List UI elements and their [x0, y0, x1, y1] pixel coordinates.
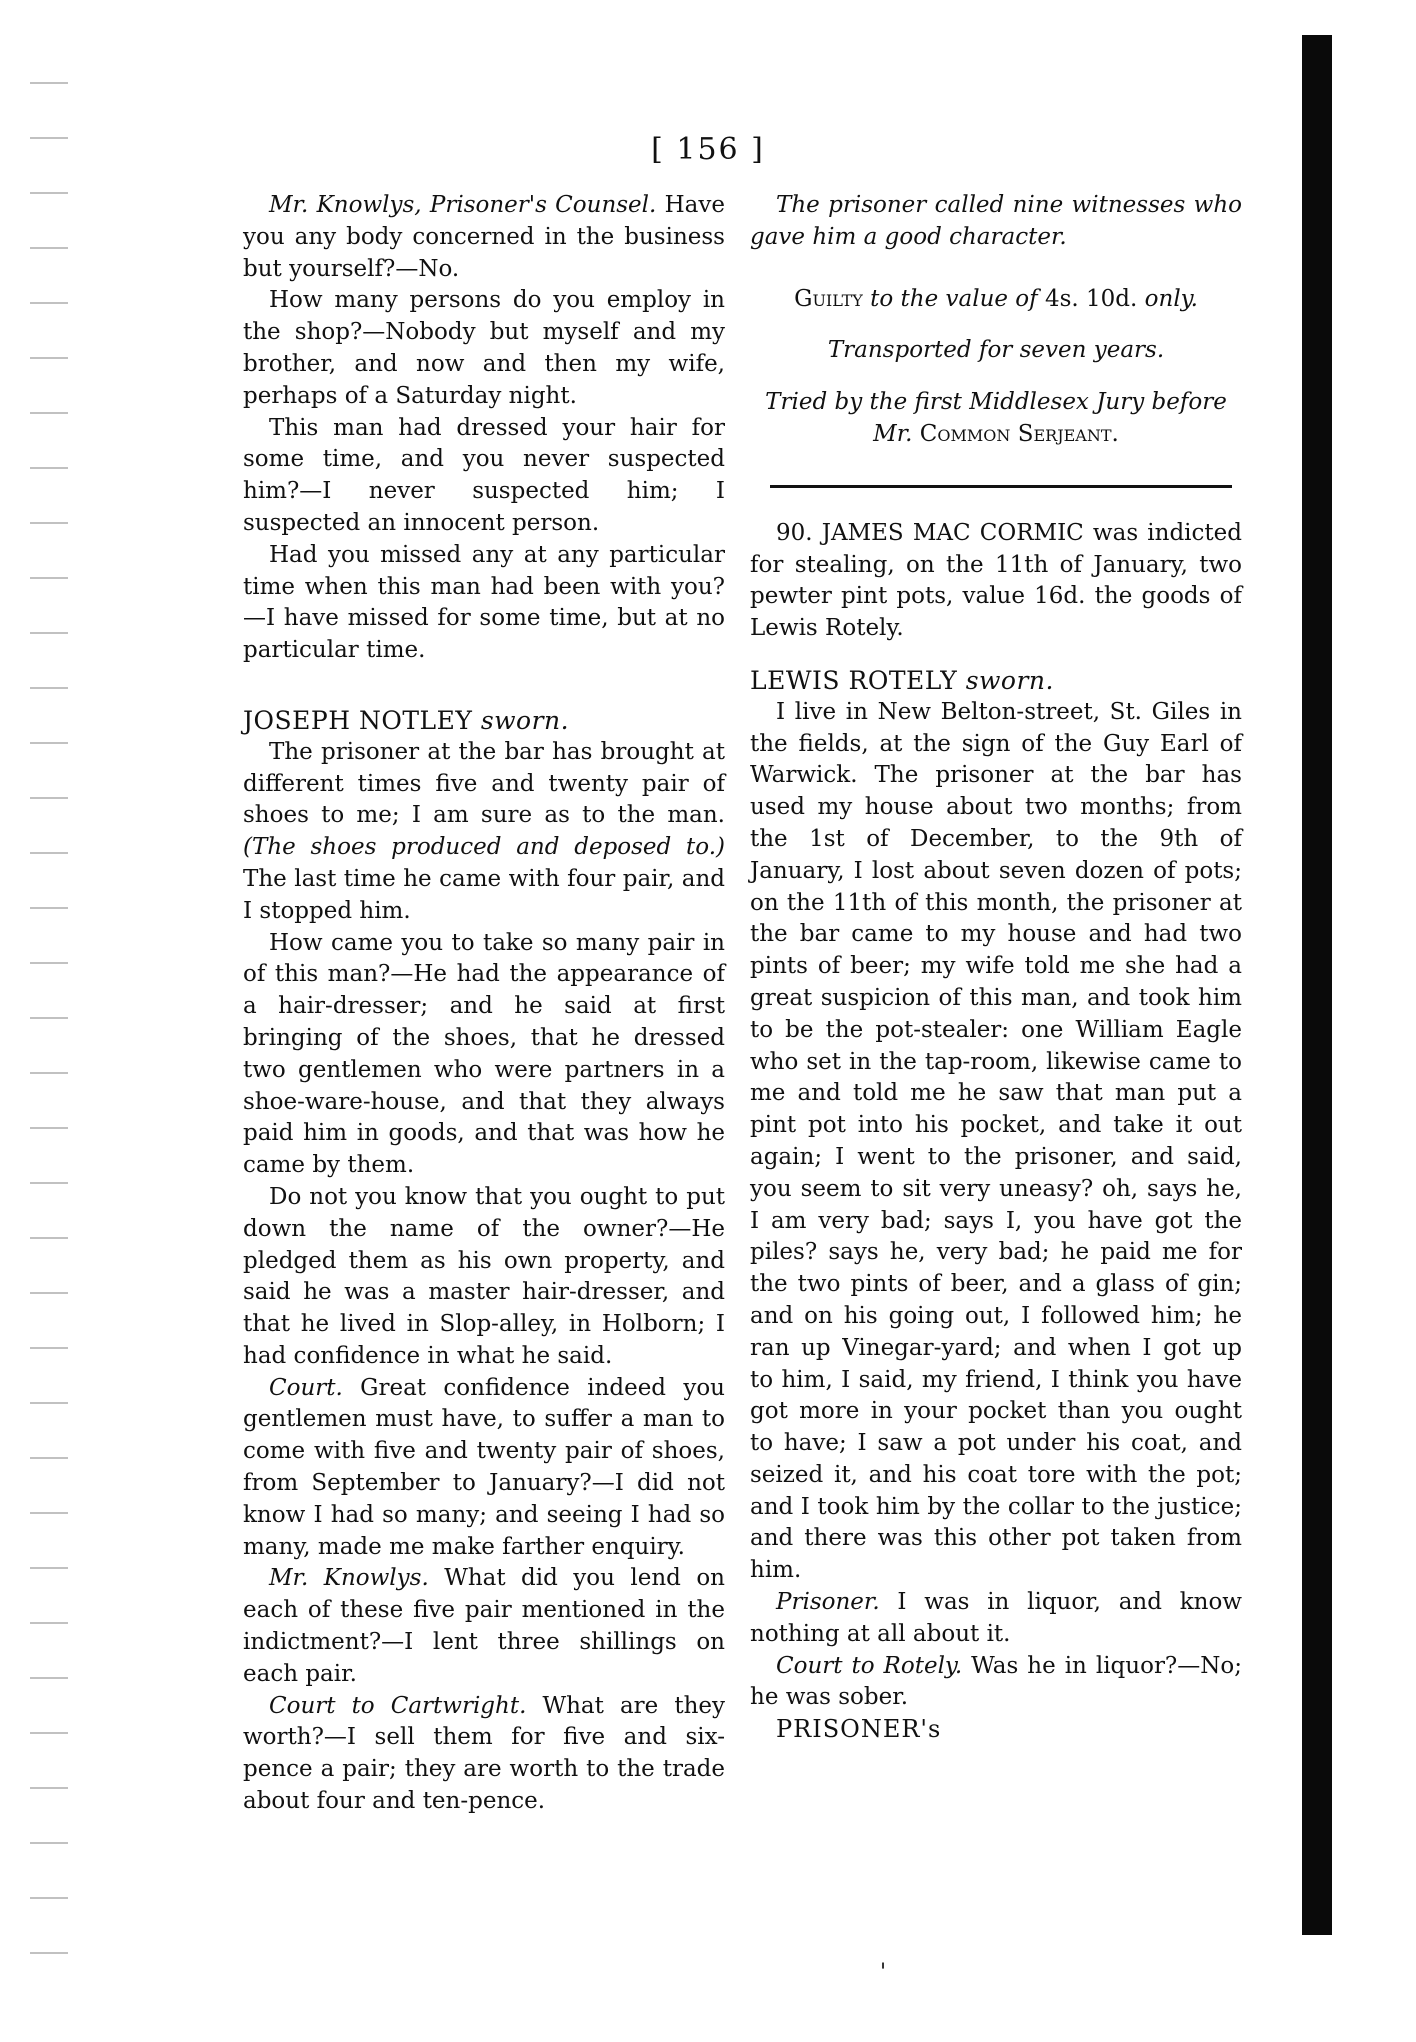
case-indictment: 90. JAMES MAC CORMIC was indicted for stealing, on the 11th of January, two pewter pint pots, value 16d. the goods of Lewis Rotely. [750, 519, 1242, 642]
paragraph-text: I was in liquor, and know nothing at all about it. [750, 1589, 1242, 1647]
page-mark: ' [880, 1960, 887, 1985]
paragraph: How came you to take so many pair in of this man?—He had the appearance of a hair-dresser; and he said at first bringing of the shoes, that he dressed two gentlemen who were partners in a shoe-ware-house, and that they always paid him in goods, and that was how he came by them. [243, 929, 725, 1179]
verdict-word: Guilty [794, 285, 863, 312]
verdict-amount: 4s. 10d. [1044, 285, 1138, 312]
stage-direction: (The shoes produced and deposed to.) [243, 834, 725, 861]
speaker-label: Mr. Knowlys, Prisoner's Counsel. [269, 192, 657, 218]
speaker-label: Court to Rotely. [776, 1652, 963, 1679]
judge-title: Mr. [873, 420, 913, 447]
paragraph-text: Have you any body concerned in the business but yourself?—No. [243, 192, 725, 282]
page-number: [ 156 ] [651, 132, 765, 167]
judge-name: Common Serjeant. [912, 420, 1119, 447]
paragraph [750, 1651, 1242, 1715]
sentence: Transported for seven years. [827, 337, 1165, 364]
paragraph-text: The prisoner at the bar has brought at different times five and twenty pair of shoes to me; I am sure as to the man. [243, 738, 725, 829]
paragraph-text: Great confidence indeed you gentlemen must have, to suffer a man to come with five and twenty pair of shoes, from September to January?—I did not know I had so many; and seeing I had so many, made me make farther enquiry. [243, 1374, 725, 1560]
witness-name: JOSEPH NOTLEY [243, 705, 473, 735]
paragraph [243, 1563, 725, 1690]
scan-gutter-marks [30, 60, 68, 1960]
paragraph-text: What did you lend on each of these five pair mentioned in the indictment?—I lent three shillings on each pair. [243, 1565, 725, 1687]
paragraph: I live in New Belton-street, St. Giles in the fields, at the sign of the Guy Earl of Warwick. The prisoner at the bar has used my house about two months; from the 1st of December, to the 9th of January, I lost about seven dozen of pots; on the 11th of this month, the prisoner at the bar came to my house and had two pints of beer; my wife told me she had a great suspicion of this man, and took him to be the pot-stealer: one William Eagle who set in the tap-room, likewise came to me and told me he saw that man put a pint pot into his pocket, and take it out again; I went to the prisoner, and said, you seem to sit very uneasy? oh, says he, I am very bad; says I, you have got the piles? says he, very bad; he paid me for the two pints of beer, and a glass of gin; and on his going out, I followed him; he ran up Vinegar-yard; and when I got up to him, I said, my friend, I think you have got more in your pocket than you ought to have; I saw a pot under his coat, and seized it, and his coat tore with the pot; and I took him by the collar to the justice; and there was this other pot taken from him. [750, 698, 1242, 1584]
trial-note: Tried by the first Middlesex Jury before [765, 389, 1227, 416]
witness-heading [750, 665, 1242, 697]
paragraph: How many persons do you employ in the shop?—Nobody but myself and my brother, and now and then my wife, perhaps of a Saturday night. [243, 287, 725, 409]
paragraph [750, 1587, 1242, 1651]
verdict-text: only. [1137, 285, 1198, 312]
paragraph: Had you missed any at any particular time when this man had been with you?—I have missed for some time, but at no particular time. [243, 541, 725, 664]
witness-heading [243, 705, 725, 737]
verdict [750, 284, 1242, 316]
trial-note-judge [750, 419, 1242, 451]
speaker-label: Court to Cartwright. [269, 1692, 527, 1719]
verdict-text: to the value of [862, 285, 1045, 312]
paragraph-text: The last time he came with four pair, and I stopped him. [243, 865, 725, 924]
speaker-label: Court. [269, 1374, 343, 1401]
paragraph: This man had dressed your hair for some time, and you never suspected him?—I never suspected him; I suspected an innocent person. [243, 414, 725, 536]
catchword: PRISONER's [776, 1715, 942, 1744]
speaker-label: Mr. Knowlys. [269, 1565, 429, 1592]
paragraph [243, 1373, 725, 1564]
scan-binding-edge [1302, 35, 1332, 1935]
left-column [243, 190, 725, 1818]
witness-name: LEWIS ROTELY [750, 665, 958, 695]
paragraph-text: What are they worth?—I sell them for five and six-pence a pair; they are worth to the trade about four and ten-pence. [243, 1692, 725, 1815]
paragraph [243, 1691, 725, 1818]
paragraph: Do not you know that you ought to put down the name of the owner?—He pledged them as his own property, and said he was a master hair-dresser, and that he lived in Slop-alley, in Holborn; I had confidence in what he said. [243, 1183, 725, 1369]
right-column [750, 190, 1242, 1746]
sworn-label: sworn. [480, 705, 570, 735]
witness-note: The prisoner called nine witnesses who gave him a good character. [750, 192, 1242, 250]
paragraph-text: Was he in liquor?—No; he was sober. [750, 1652, 1242, 1711]
speaker-label: Prisoner. [776, 1589, 880, 1616]
paragraph [243, 190, 725, 285]
sworn-label: sworn. [965, 665, 1054, 695]
paragraph [243, 737, 725, 928]
